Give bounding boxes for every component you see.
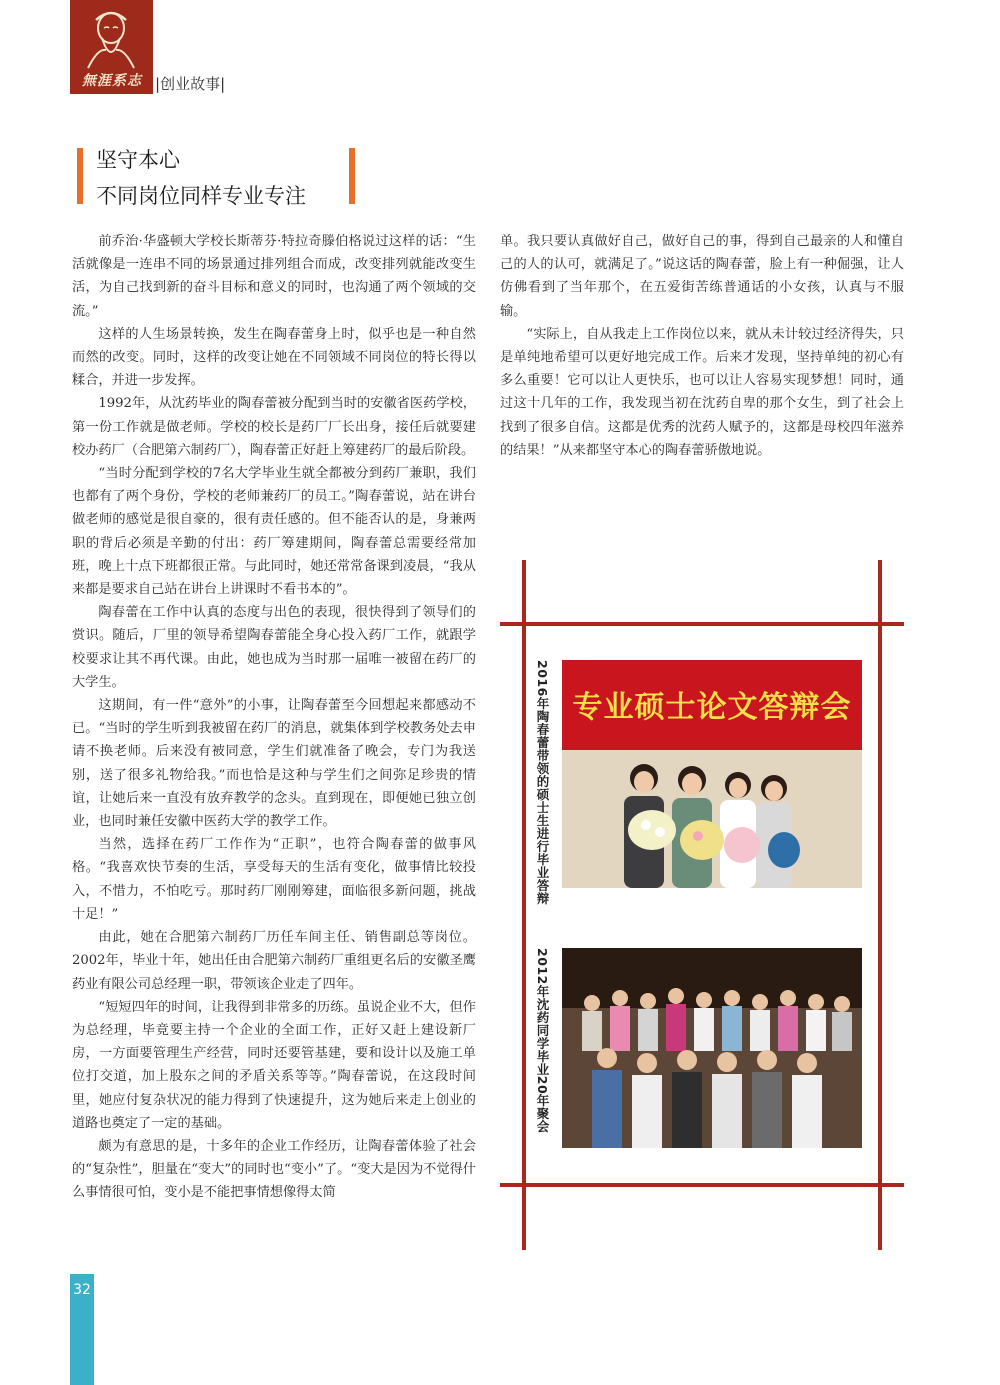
page-number: 32 bbox=[73, 1282, 91, 1298]
separator-right: | bbox=[220, 75, 226, 93]
paragraph: “当时分配到学校的7名大学毕业生就全都被分到药厂兼职，我们也都有了两个身份，学校的老师兼药厂的员工。”陶春蕾说，站在讲台做老师的感觉是很自豪的，很有责任感的。但不能否认的是，身兼两职的背后必须是辛勤的付出：药厂筹建期间，陶春蕾总需要经常加班，晚上十点下班都很正常。与此同时，她还常常备课到凌晨，“我从来都是要求自己站在讲台上讲课时不看书本的”。 bbox=[72, 466, 476, 598]
paragraph: 颇为有意思的是，十多年的企业工作经历，让陶春蕾体验了社会的“复杂性”，胆量在“变大”的同时也“变小”了。“变大是因为不觉得什么事情很可怕，变小是不能把事情想像得太简 bbox=[72, 1138, 476, 1201]
paragraph: “实际上，自从我走上工作岗位以来，就从未计较过经济得失，只是单纯地希望可以更好地完成工作。后来才发现，坚持单纯的初心有多么重要！它可以让人更快乐，也可以让人容易实现梦想！同时，通过这十几年的工作，我发现当初在沈药自卑的那个女生，到了社会上找到了很多自信。这都是优秀的沈药人赋予的，这都是母校四年滋养的结果！”从来都坚守本心的陶春蕾骄傲地说。 bbox=[500, 326, 904, 458]
title-accent-right bbox=[349, 148, 355, 204]
defense-people-illustration bbox=[562, 660, 862, 888]
paragraph: 由此，她在合肥第六制药厂历任车间主任、销售副总等岗位。2002年，毕业十年，她出任由合肥第六制药厂重组更名后的安徽圣鹰药业有限公司总经理一职，带领该企业走了四年。 bbox=[72, 930, 476, 992]
frame-line-right bbox=[878, 560, 882, 1250]
left-column bbox=[72, 230, 476, 1205]
paragraph: 1992年，从沈药毕业的陶春蕾被分配到当时的安徽省医药学校，第一份工作就是做老师。学校的校长是药厂厂长出身，接任后就要建校办药厂（合肥第六制药厂），陶春蕾正好赶上筹建药厂的最后阶段。 bbox=[72, 396, 476, 458]
paragraph: 前乔治·华盛顿大学校长斯蒂芬·特拉奇滕伯格说过这样的话：“生活就像是一连串不同的场景通过排列组合而成，改变排列就能改变生活，为自己找到新的奋斗目标和意义的同时，也沟通了两个领域的交流。” bbox=[72, 234, 476, 319]
title-line-1: 坚守本心 bbox=[96, 148, 180, 172]
banner-text: 专业硕士论文答辩会 bbox=[572, 690, 852, 725]
paragraph: 陶春蕾在工作中认真的态度与出色的表现，很快得到了领导们的赏识。随后，厂里的领导希望陶春蕾能全身心投入药厂工作，就跟学校要求让其不再代课。由此，她也成为当时那一届唯一被留在药厂的大学生。 bbox=[72, 605, 476, 690]
title-line-2: 不同岗位同样专业专注 bbox=[96, 184, 306, 208]
photo-caption-2: 2012年沈药同学毕业20年聚会 bbox=[535, 948, 550, 1134]
paragraph: 单。我只要认真做好自己，做好自己的事，得到自己最亲的人和懂自己的人的认可，就满足了。”说这话的陶春蕾，脸上有一种倔强，让人仿佛看到了当年那个，在五爱街苦练普通话的小女孩，认真与不服输。 bbox=[500, 234, 904, 319]
article-title bbox=[96, 142, 346, 214]
section-label-text: 创业故事 bbox=[160, 75, 221, 93]
magazine-logo bbox=[70, 0, 153, 94]
reunion-group-illustration bbox=[562, 948, 862, 1148]
paragraph: “短短四年的时间，让我得到非常多的历练。虽说企业不大，但作为总经理，毕竟要主持一个企业的全面工作，正好又赶上建设新厂房，一方面要管理生产经营，同时还要管基建，要和设计以及施工单位打交道，加上股东之间的矛盾关系等等。”陶春蕾说，在这段时间里，她应付复杂状况的能力得到了快速提升，这为她后来走上创业的道路也奠定了一定的基础。 bbox=[72, 999, 476, 1131]
photo-classmates-reunion bbox=[562, 948, 862, 1148]
separator-left: | bbox=[155, 75, 161, 93]
section-label bbox=[155, 74, 225, 94]
scholar-portrait-icon bbox=[80, 6, 142, 70]
paragraph: 这样的人生场景转换，发生在陶春蕾身上时，似乎也是一种自然而然的改变。同时，这样的改变让她在不同领域不同岗位的特长得以糅合，并进一步发挥。 bbox=[72, 326, 476, 389]
frame-line-left bbox=[522, 560, 526, 1250]
frame-line-bottom bbox=[500, 1183, 904, 1187]
photo-caption-1: 2016年陶春蕾带领的硕士生进行毕业答辩 bbox=[535, 660, 550, 905]
frame-line-top bbox=[500, 622, 904, 626]
paragraph: 当然，选择在药厂工作作为“正职”，也符合陶春蕾的做事风格。“我喜欢快节奏的生活，享受每天的生活有变化，做事情比较投入，不惜力，不怕吃亏。那时药厂刚刚筹建，面临很多新问题，挑战十足！” bbox=[72, 837, 476, 922]
photo-thesis-defense bbox=[562, 660, 862, 888]
paragraph: 这期间，有一件“意外”的小事，让陶春蕾至今回想起来都感动不已。“当时的学生听到我被留在药厂的消息，就集体到学校教务处去申请不换老师。后来没有被同意，学生们就准备了晚会，专门为我送别，送了很多礼物给我。”而也恰是这种与学生们之间弥足珍贵的情谊，让她后来一直没有放弃教学的念头。直到现在，即便她已独立创业，也同时兼任安徽中医药大学的教学工作。 bbox=[72, 698, 476, 830]
title-accent-left bbox=[77, 148, 83, 204]
right-column bbox=[500, 230, 904, 462]
magazine-logo-text: 無涯系志 bbox=[82, 73, 142, 89]
